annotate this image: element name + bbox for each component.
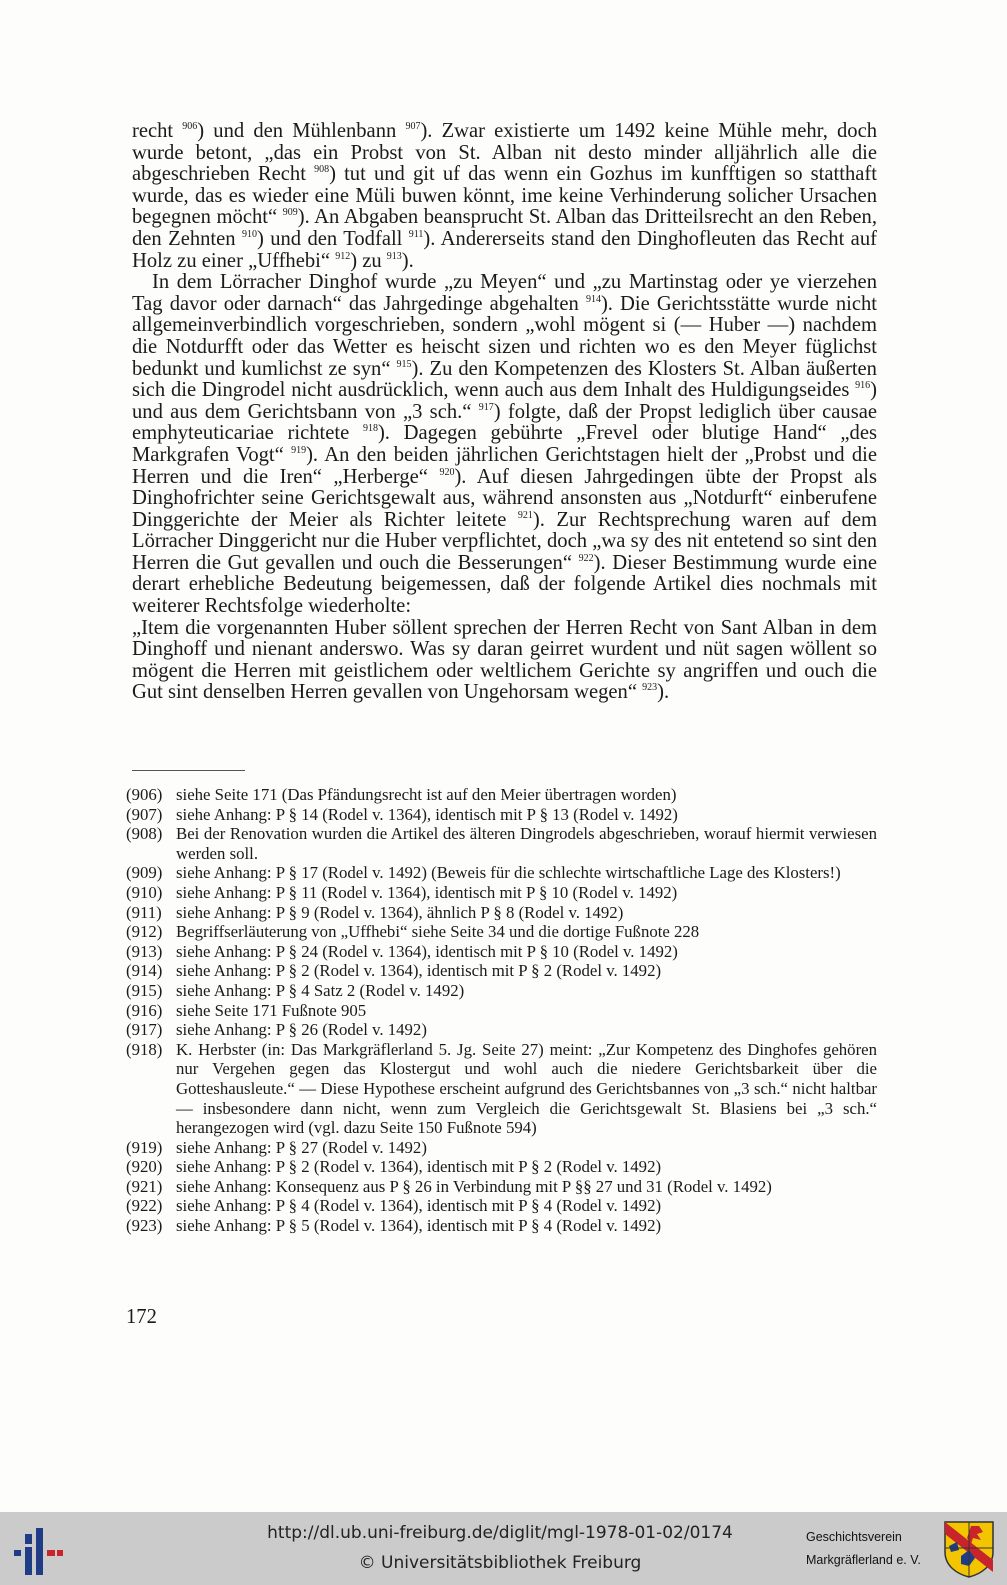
copyright-text: © Universitätsbibliothek Freiburg: [358, 1553, 642, 1573]
paragraph-1: recht $^{906}$) und den Mühlenbann $^{907}$). Zwar existierte um 1492 keine Mühle mehr, doch wurde betont, „das ein Probst von St. Alban nit desto minder alljährlich alle die abgeschrieben Recht $^{908}$) tut und git uf das wenn ein Gozhus im kunfftigen so statthaft wurde, das es wieder eine Müli buwen könnt, ime keine Verhinderung solicher Ursachen begegnen möcht“ $^{909}$). An Abgaben beansprucht St. Alban das Dritteilsrecht an den Reben, den Zehnten $^{910}$) und den Todfall $^{911}$). Andererseits stand den Dinghofleuten das Recht auf Holz zu einer „Uffhebi“ $^{912}$) zu $^{913}$).: [132, 120, 878, 272]
footnote-number: (916): [126, 1000, 163, 1020]
footnote-number: (911): [126, 902, 162, 922]
footnote-number: (921): [126, 1176, 163, 1196]
footnote-text: siehe Anhang: P § 4 (Rodel v. 1364), identisch mit P § 4 (Rodel v. 1492): [176, 1196, 662, 1216]
footnote-item: [126, 883, 877, 903]
society-name-line1: Geschichtsverein: [806, 1530, 902, 1544]
footnote-number: (923): [126, 1216, 163, 1236]
footnote-item: [126, 1138, 877, 1158]
footnote-number: (913): [126, 941, 163, 961]
footnote-text: siehe Anhang: P § 9 (Rodel v. 1364), ähnlich P § 8 (Rodel v. 1492): [176, 902, 624, 922]
paragraph-2: In dem Lörracher Dinghof wurde „zu Meyen“ und „zu Martinstag oder ye vierzehen Tag davor oder darnach“ das Jahrgedinge abgehalten $^{914}$). Die Gerichtsstätte wurde nicht allgemeinverbindlich vorgeschrieben, sondern „wohl mögent si (— Huber —) nachdem die Notdurfft oder das Wetter es heischt sizen und richten wo es den Meyer füglichst bedunkt und kumlichst ze syn“ $^{915}$). Zu den Kompetenzen des Klosters St. Alban äußerten sich die Dingrodel nicht ausdrücklich, wenn auch aus dem Inhalt des Huldigungseides $^{916}$) und aus dem Gerichtsbann von „3 sch.“ $^{917}$) folgte, daß der Propst lediglich über causae emphyteuticariae richtete $^{918}$). Dagegen gebührte „Frevel oder blutige Hand“ „des Markgrafen Vogt“ $^{919}$). An den beiden jährlichen Gerichtstagen hielt der „Probst und die Herren und die Iren“ „Herberge“ $^{920}$). Auf diesen Jahrgedingen übte der Propst als Dinghofrichter seine Gerichtsgewalt aus, während ansonsten aus „Notdurft“ einberufene Dinggerichte der Meier als Richter leitete $^{921}$). Zur Rechtsprechung waren auf dem Lörracher Dinggericht nur die Huber verpflichtet, doch „wa sy des nit entetend so sint den Herren die Gut gevallen und ouch die Besserungen“ $^{922}$). Dieser Bestimmung wurde eine derart erhebliche Bedeutung beigemessen, daß der folgende Artikel dies nochmals mit weiterer Rechtsfolge wiederholte:: [132, 271, 878, 618]
footnote-item: [126, 1196, 877, 1216]
footnote-text: siehe Anhang: Konsequenz aus P § 26 in Verbindung mit P §§ 27 und 31 (Rodel v. 1492): [176, 1176, 772, 1196]
footnote-item: [126, 981, 877, 1001]
footnote-number: (914): [126, 961, 163, 981]
footnote-number: (919): [126, 1137, 163, 1157]
footnote-ref: 916: [855, 380, 871, 392]
footnote-ref: 922: [578, 552, 594, 564]
footnote-text: siehe Anhang: P § 4 Satz 2 (Rodel v. 1492): [176, 980, 465, 1000]
footnote-ref: 912: [335, 250, 351, 262]
footnote-ref: 923: [642, 682, 658, 694]
footnote-separator: [132, 770, 245, 771]
footnote-text: siehe Seite 171 (Das Pfändungsrecht ist auf den Meier übertragen worden): [176, 785, 677, 804]
footnote-text: siehe Anhang: P § 2 (Rodel v. 1364), identisch mit P § 2 (Rodel v. 1492): [176, 961, 662, 981]
footnote-item: [126, 1020, 877, 1040]
footnote-number: (912): [126, 922, 163, 942]
footnote-ref: 917: [478, 401, 494, 413]
society-name-line2: Markgräflerland e. V.: [806, 1553, 921, 1567]
footnote-item: [126, 805, 877, 825]
footnote-number: (917): [126, 1020, 163, 1040]
footnote-number: (915): [126, 980, 163, 1000]
footnote-number: (908): [126, 824, 163, 844]
footnote-item: [126, 1157, 877, 1177]
footnote-item: [126, 942, 877, 962]
footnote-text: Bei der Renovation wurden die Artikel des älteren Dingrodels abgeschrieben, worauf hiermit verwiesen werden soll.: [176, 824, 877, 863]
footnote-ref: 911: [408, 228, 424, 240]
footnote-ref: 921: [517, 509, 533, 521]
footnote-number: (906): [126, 785, 163, 804]
footnote-ref: 909: [282, 207, 298, 219]
footnote-text: siehe Anhang: P § 2 (Rodel v. 1364), identisch mit P § 2 (Rodel v. 1492): [176, 1157, 662, 1177]
footnote-text: siehe Anhang: P § 14 (Rodel v. 1364), identisch mit P § 13 (Rodel v. 1492): [176, 804, 678, 824]
footnote-item: [126, 824, 877, 863]
footer-bar: [0, 1512, 1007, 1585]
footnote-ref: 913: [386, 250, 402, 262]
footnote-number: (918): [126, 1039, 163, 1059]
footnote-item: [126, 903, 877, 923]
footnote-item: [126, 922, 877, 942]
footnote-ref: 920: [439, 466, 455, 478]
footnote-text: siehe Anhang: P § 24 (Rodel v. 1364), identisch mit P § 10 (Rodel v. 1492): [176, 941, 678, 961]
footnote-text: siehe Anhang: P § 17 (Rodel v. 1492) (Beweis für die schlechte wirtschaftliche Lage des Klosters!): [176, 863, 841, 883]
footnote-item: [126, 785, 877, 805]
footnote-number: (907): [126, 804, 163, 824]
footnote-text: K. Herbster (in: Das Markgräflerland 5. Jg. Seite 27) meint: „Zur Kompetenz des Dinghofes gehören nur Vergehen gegen das Klostergut und wohl auch die niedere Gerichtsbarkeit über die Gotteshausleute.“ — Diese Hypothese erscheint aufgrund des Gerichtsbannes von „3 sch.“ nicht haltbar — insbesondere dann nicht, wenn zum Vergleich die Gerichtsgewalt St. Blasiens bei „3 sch.“ herangezogen wird (vgl. dazu Seite 150 Fußnote 594): [176, 1039, 877, 1138]
footnote-text: siehe Anhang: P § 27 (Rodel v. 1492): [176, 1137, 427, 1157]
footnotes: [126, 785, 877, 1236]
footnote-item: [126, 1177, 877, 1197]
footnote-number: (922): [126, 1196, 163, 1216]
footnote-item: [126, 961, 877, 981]
document-url-link[interactable]: http://dl.ub.uni-freiburg.de/diglit/mgl-1978-01-02/0174: [267, 1523, 733, 1543]
footnote-text: siehe Seite 171 Fußnote 905: [176, 1000, 367, 1020]
block-quote: „Item die vorgenannten Huber söllent sprechen der Herren Recht von Sant Alban in dem Dinghoff und nienant anderswo. Was sy daran geirret wurdent und nüt sagen wöllent so mögent die Herren mit geistlichem oder weltlichem Gerichte sy angriffen und ouch die Gut sint denselben Herren gevallen von Ungehorsam wegen“ $^{923}$).: [132, 616, 877, 704]
footnote-text: Begriffserläuterung von „Uffhebi“ siehe Seite 34 und die dortige Fußnote 228: [176, 922, 700, 942]
footnote-number: (909): [126, 863, 163, 883]
footnote-item: [126, 1216, 877, 1236]
ub-freiburg-logo-icon[interactable]: [10, 1520, 66, 1578]
footnote-text: siehe Anhang: P § 26 (Rodel v. 1492): [176, 1020, 427, 1040]
footnote-ref: 914: [585, 293, 601, 305]
footnote-ref: 918: [362, 423, 378, 435]
main-text: [132, 121, 877, 704]
footnote-number: (910): [126, 882, 163, 902]
footnote-text: siehe Anhang: P § 5 (Rodel v. 1364), identisch mit P § 4 (Rodel v. 1492): [176, 1216, 662, 1236]
footnote-text: siehe Anhang: P § 11 (Rodel v. 1364), identisch mit P § 10 (Rodel v. 1492): [176, 882, 678, 902]
footnote-number: (920): [126, 1157, 163, 1177]
footnote-ref: 910: [241, 228, 257, 240]
footnote-item: [126, 1001, 877, 1021]
footnote-item: [126, 1040, 877, 1138]
footnote-ref: 908: [314, 164, 330, 176]
footnote-ref: 906: [182, 121, 198, 132]
coat-of-arms-icon: [943, 1520, 995, 1578]
footnote-ref: 907: [405, 121, 421, 132]
page-number: 172: [126, 1306, 157, 1328]
footnote-ref: 919: [291, 444, 307, 456]
footnote-ref: 915: [396, 358, 412, 370]
footnote-item: [126, 863, 877, 883]
